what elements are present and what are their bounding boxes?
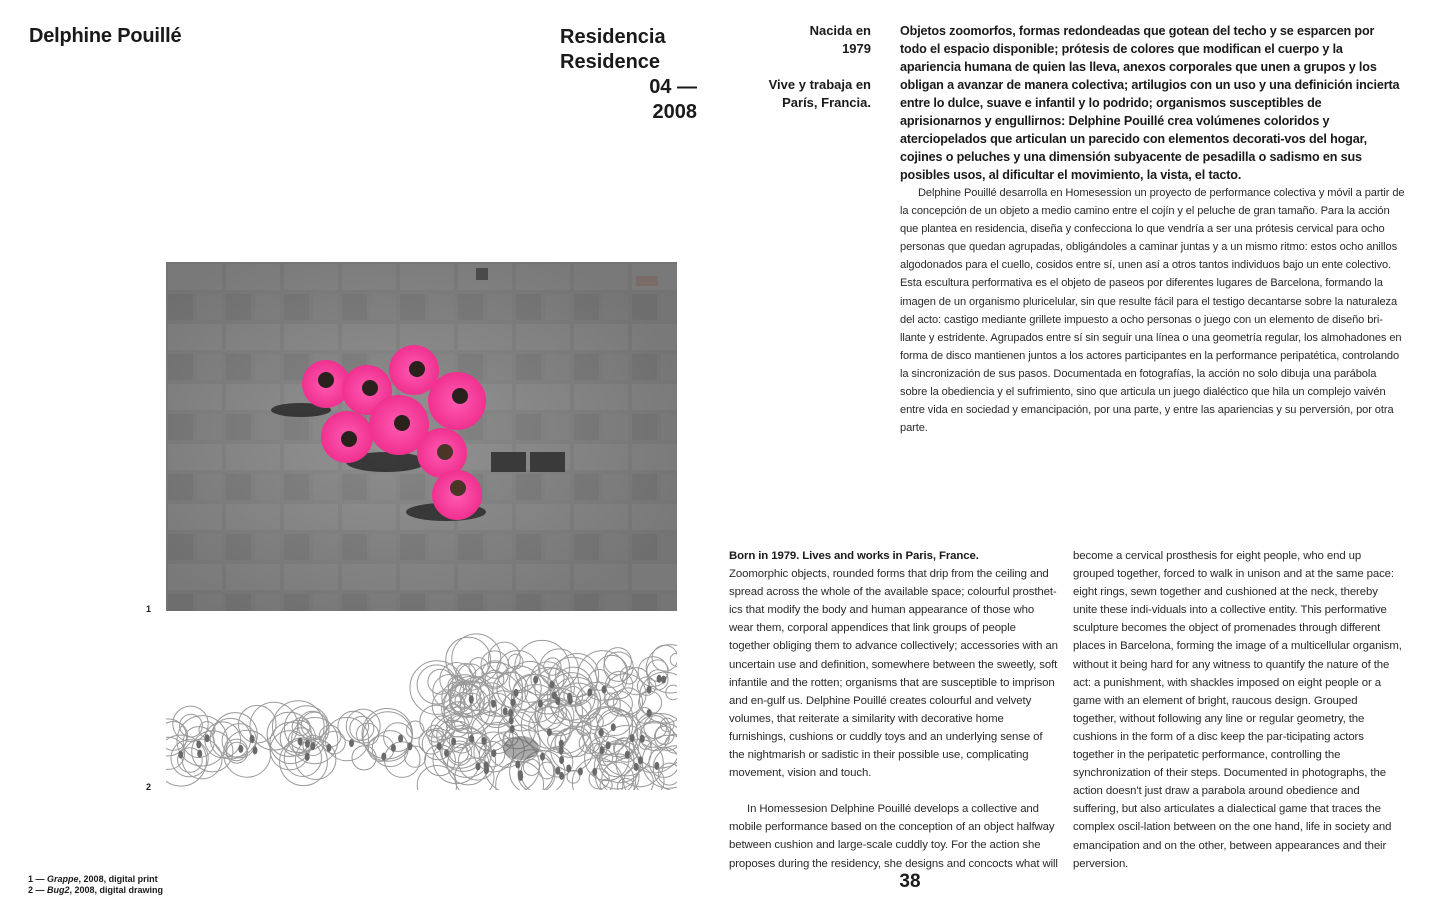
drawing-eye <box>391 744 396 752</box>
drawing-eye <box>381 753 386 761</box>
drawing-eye <box>298 737 303 745</box>
drawing-eye <box>630 734 635 742</box>
drawing-eye <box>510 725 515 733</box>
drawing-eye <box>587 688 592 696</box>
drawing-eye <box>540 753 545 761</box>
drawing-eye <box>451 738 456 746</box>
drawing-eye <box>196 740 201 748</box>
drawing-loop <box>450 744 469 763</box>
drawing-eye <box>305 753 310 761</box>
drawing-eye <box>638 756 643 764</box>
lives-label: Vive y trabaja en <box>768 77 871 92</box>
drawing-eye <box>625 751 630 759</box>
english-paragraph-1: Zoomorphic objects, rounded forms that drip from the ceiling and spread across the whole of the available space; colourful prosthet-ics that modify the body and human appearance of those who wear them, corporal appendices that link groups of people together obliging them to advance collectively; accessories with an uncertain use and definition, somewhere between the sweetly, soft infantile and the rotten; organisms that are susceptible to imprison and en-gulf us. Delphine Pouillé creates colourful and velvety volumes, that reiterate a similarity with decorative home furnishings, cushions or cuddly toys and an underlying sense of the nightmarish or sadistic in their possible use, complicating movement, vision and touch. <box>729 568 1058 780</box>
drawing-eye <box>469 695 474 703</box>
drawing-eye <box>567 693 572 701</box>
drawing-eye <box>654 762 659 770</box>
bug2-drawing-image <box>166 628 677 790</box>
caption-1-title: Grappe <box>47 874 79 884</box>
drawing-eye <box>661 676 666 684</box>
drawing-eye <box>547 728 552 736</box>
drawing-eye <box>600 746 605 754</box>
english-column-2 <box>1073 547 1403 873</box>
drawing-eye <box>509 717 514 725</box>
drawing-loops <box>166 634 677 790</box>
body-spanish-paragraph: Delphine Pouillé desarrolla en Homesession un proyecto de performance colectiva y móvil a partir de la concepción de un objeto a medio camino entre el cojín y el peluche de gran tamaño. Para la acción que plantea en residencia, diseña y confecciona lo que vendría a ser una prótesis cervical para ocho personas que quedan agrupadas, obligándoles a caminar juntas y a un mismo ritmo: estos ocho anillos algodonados para el cuello, cosidos entre sí, unen así a otros tantos individuos bajo un ente colectivo. Esta escultura performativa es el objeto de paseos por diferentes lugares de Barcelona, formando la imagen de un organismo pluricelular, sin que resulte fácil para el testigo decantarse sobre la naturaleza del acto: castigo mediante grillete impuesto a ocho personas o juego con un elemento de diseño bri-llante y estridente. Agrupados entre sí sin seguir una línea o una geometría regular, los almohadones en forma de disco mantienen juntos a los actores participantes en la performance peripatética, controlando la sincronización de sus pasos. Documentada en fotografías, la acción no solo dibuja una parábola sobre la obediencia y el sufrimiento, sino que articula un juego dialéctico que hila un complejo vaivén entre vida en sociedad y emancipación, por una parte, y entre las apariencias y su perversión, por otra parte. <box>900 187 1405 435</box>
artist-name: Delphine Pouillé <box>29 25 182 47</box>
drawing-eye <box>611 723 616 731</box>
drawing-eye <box>510 699 515 707</box>
drawing-eye <box>238 745 243 753</box>
figure-2-number: 2 <box>146 782 152 792</box>
drawing-eye <box>398 735 403 743</box>
drawing-eye <box>469 735 474 743</box>
drawing-eye <box>326 744 331 752</box>
drawing-eye <box>640 735 645 743</box>
drawing-eye <box>178 751 183 759</box>
drawing-loop <box>171 740 208 777</box>
drawing-eye <box>657 675 662 683</box>
drawing-eye <box>349 739 354 747</box>
intro-spanish: Objetos zoomorfos, formas redondeadas que gotean del techo y se esparcen por todo el espacio disponible; prótesis de colores que modifican el cuerpo y la apariencia humana de quien las lleva, anexos corporales que unen a grupos y los obligan a avanzar de manera colectiva; artilugios con un uso y una definición incierta entre lo dulce, suave e infantil y lo podrido; organismos susceptibles de aprisionarnos y engullirnos: Delphine Pouillé crea volúmenes coloridos y aterciopelados que articulan un parecido con elementos decorati-vos del hogar, cojines o peluches y una dimensión subyacente de pesadilla o sadismo en sus posibles usos, al dificultar el movimiento, la vista, el tacto. <box>900 24 1400 182</box>
drawing-dense-center <box>503 736 539 760</box>
section-title <box>560 25 700 125</box>
drawing-eye <box>491 700 496 708</box>
drawing-eye <box>647 686 652 694</box>
drawing-eye <box>481 737 486 745</box>
grappe-photo-image <box>166 262 677 611</box>
drawing-eye <box>559 747 564 755</box>
page-number: 38 <box>899 871 921 892</box>
figure-captions <box>28 874 163 896</box>
drawing-loop <box>384 742 420 778</box>
born-label: Nacida en <box>809 23 871 38</box>
drawing-eye <box>514 689 519 697</box>
drawing-eye <box>559 756 564 764</box>
drawing-eye <box>205 734 210 742</box>
residence-number: 04 — <box>649 76 697 98</box>
cushion <box>428 372 486 430</box>
lives-place: París, Francia. <box>782 95 871 110</box>
drawing-loop <box>227 742 248 763</box>
drawing-eye <box>606 741 611 749</box>
drawing-loop <box>489 642 521 674</box>
bio-meta <box>745 22 871 130</box>
english-paragraph-2-continued: become a cervical prosthesis for eight people, who end up grouped together, forced to walk in unison and at the same pace: eight rings, sewn together and cushioned at the neck, thereby unite these indi-viduals into a collective entity. This performative sculpture becomes the object of promenades through different places in Barcelona, forming the image of a multicellular organism, without it being hard for any witness to quantify the nature of the act: a punishment, with shackles imposed on eight people or a game with an element of bright, raucous design. Grouped together, without following any line or regular geometry, the cushions in the form of a disc keep the par-ticipating actors together in the peripatetic performance, controlling the synchronization of their steps. Documented in photographs, the action doesn't just draw a parabola around obedience and suffering, but also articulates a dialectical game that traces the complex oscil-lation between on the one hand, life in society and emancipation and on the other, between appearances and their perversion. <box>1073 550 1402 870</box>
drawing-loop <box>469 658 488 677</box>
drawing-eye <box>533 676 538 684</box>
drawing-eye <box>305 740 310 748</box>
drawing-eye <box>508 709 513 717</box>
drawing-eye <box>250 735 255 743</box>
figure-1-number: 1 <box>146 604 152 614</box>
caption-2: 2 — Bug2, 2008, digital drawing <box>28 885 164 895</box>
drawing-eye <box>491 749 496 757</box>
drawing-eye <box>634 763 639 771</box>
drawing-eye <box>518 773 523 781</box>
drawing-loop <box>417 766 456 791</box>
section-title-es: Residencia <box>560 26 666 48</box>
drawing-loop <box>362 709 412 759</box>
grate <box>636 276 658 286</box>
drawing-eye <box>602 686 607 694</box>
caption-1: 1 — Grappe, 2008, digital print <box>28 874 158 884</box>
drawing-eye <box>566 765 571 773</box>
born-year: 1979 <box>842 41 871 56</box>
drawing-eye <box>515 760 520 768</box>
caption-2-title: Bug2 <box>47 885 70 895</box>
drawing-eye <box>599 728 604 736</box>
body-spanish <box>900 184 1405 437</box>
drawing-eye <box>578 768 583 776</box>
english-lead: Born in 1979. Lives and works in Paris, France. <box>729 550 979 562</box>
drawing-eye <box>559 740 564 748</box>
section-title-en: Residence <box>560 51 661 73</box>
drawing-eye <box>253 746 258 754</box>
residence-year: 2008 <box>652 101 697 123</box>
drawing-eye <box>437 742 442 750</box>
drawing-eye <box>503 707 508 715</box>
drawing-eye <box>476 762 481 770</box>
drawing-eye <box>444 749 449 757</box>
drawing-eye <box>197 750 202 758</box>
drawing-eye <box>538 700 543 708</box>
drawing-loop <box>617 778 634 790</box>
manhole-cover <box>476 268 488 280</box>
figure-2-drawing <box>166 628 677 790</box>
drawing-eye <box>310 742 315 750</box>
english-paragraph-2-start: In Homessesion Delphine Pouillé develops a collective and mobile performance based on the conception of an object halfway between cushion and large-scale cuddly toy. For the action she proposes during the residency, she designs and concocts what will <box>729 803 1058 870</box>
drawing-eye <box>647 709 652 717</box>
drawing-eye <box>592 768 597 776</box>
drawing-eye <box>484 766 489 774</box>
drawing-eye <box>407 742 412 750</box>
drawing-loop <box>417 665 456 704</box>
cushion <box>432 470 482 520</box>
drawing-eye <box>550 681 555 689</box>
english-column-1 <box>729 547 1059 873</box>
drawing-eye <box>555 697 560 705</box>
figure-1-photo <box>166 262 677 611</box>
drawing-eye <box>555 767 560 775</box>
cushion <box>321 411 373 463</box>
